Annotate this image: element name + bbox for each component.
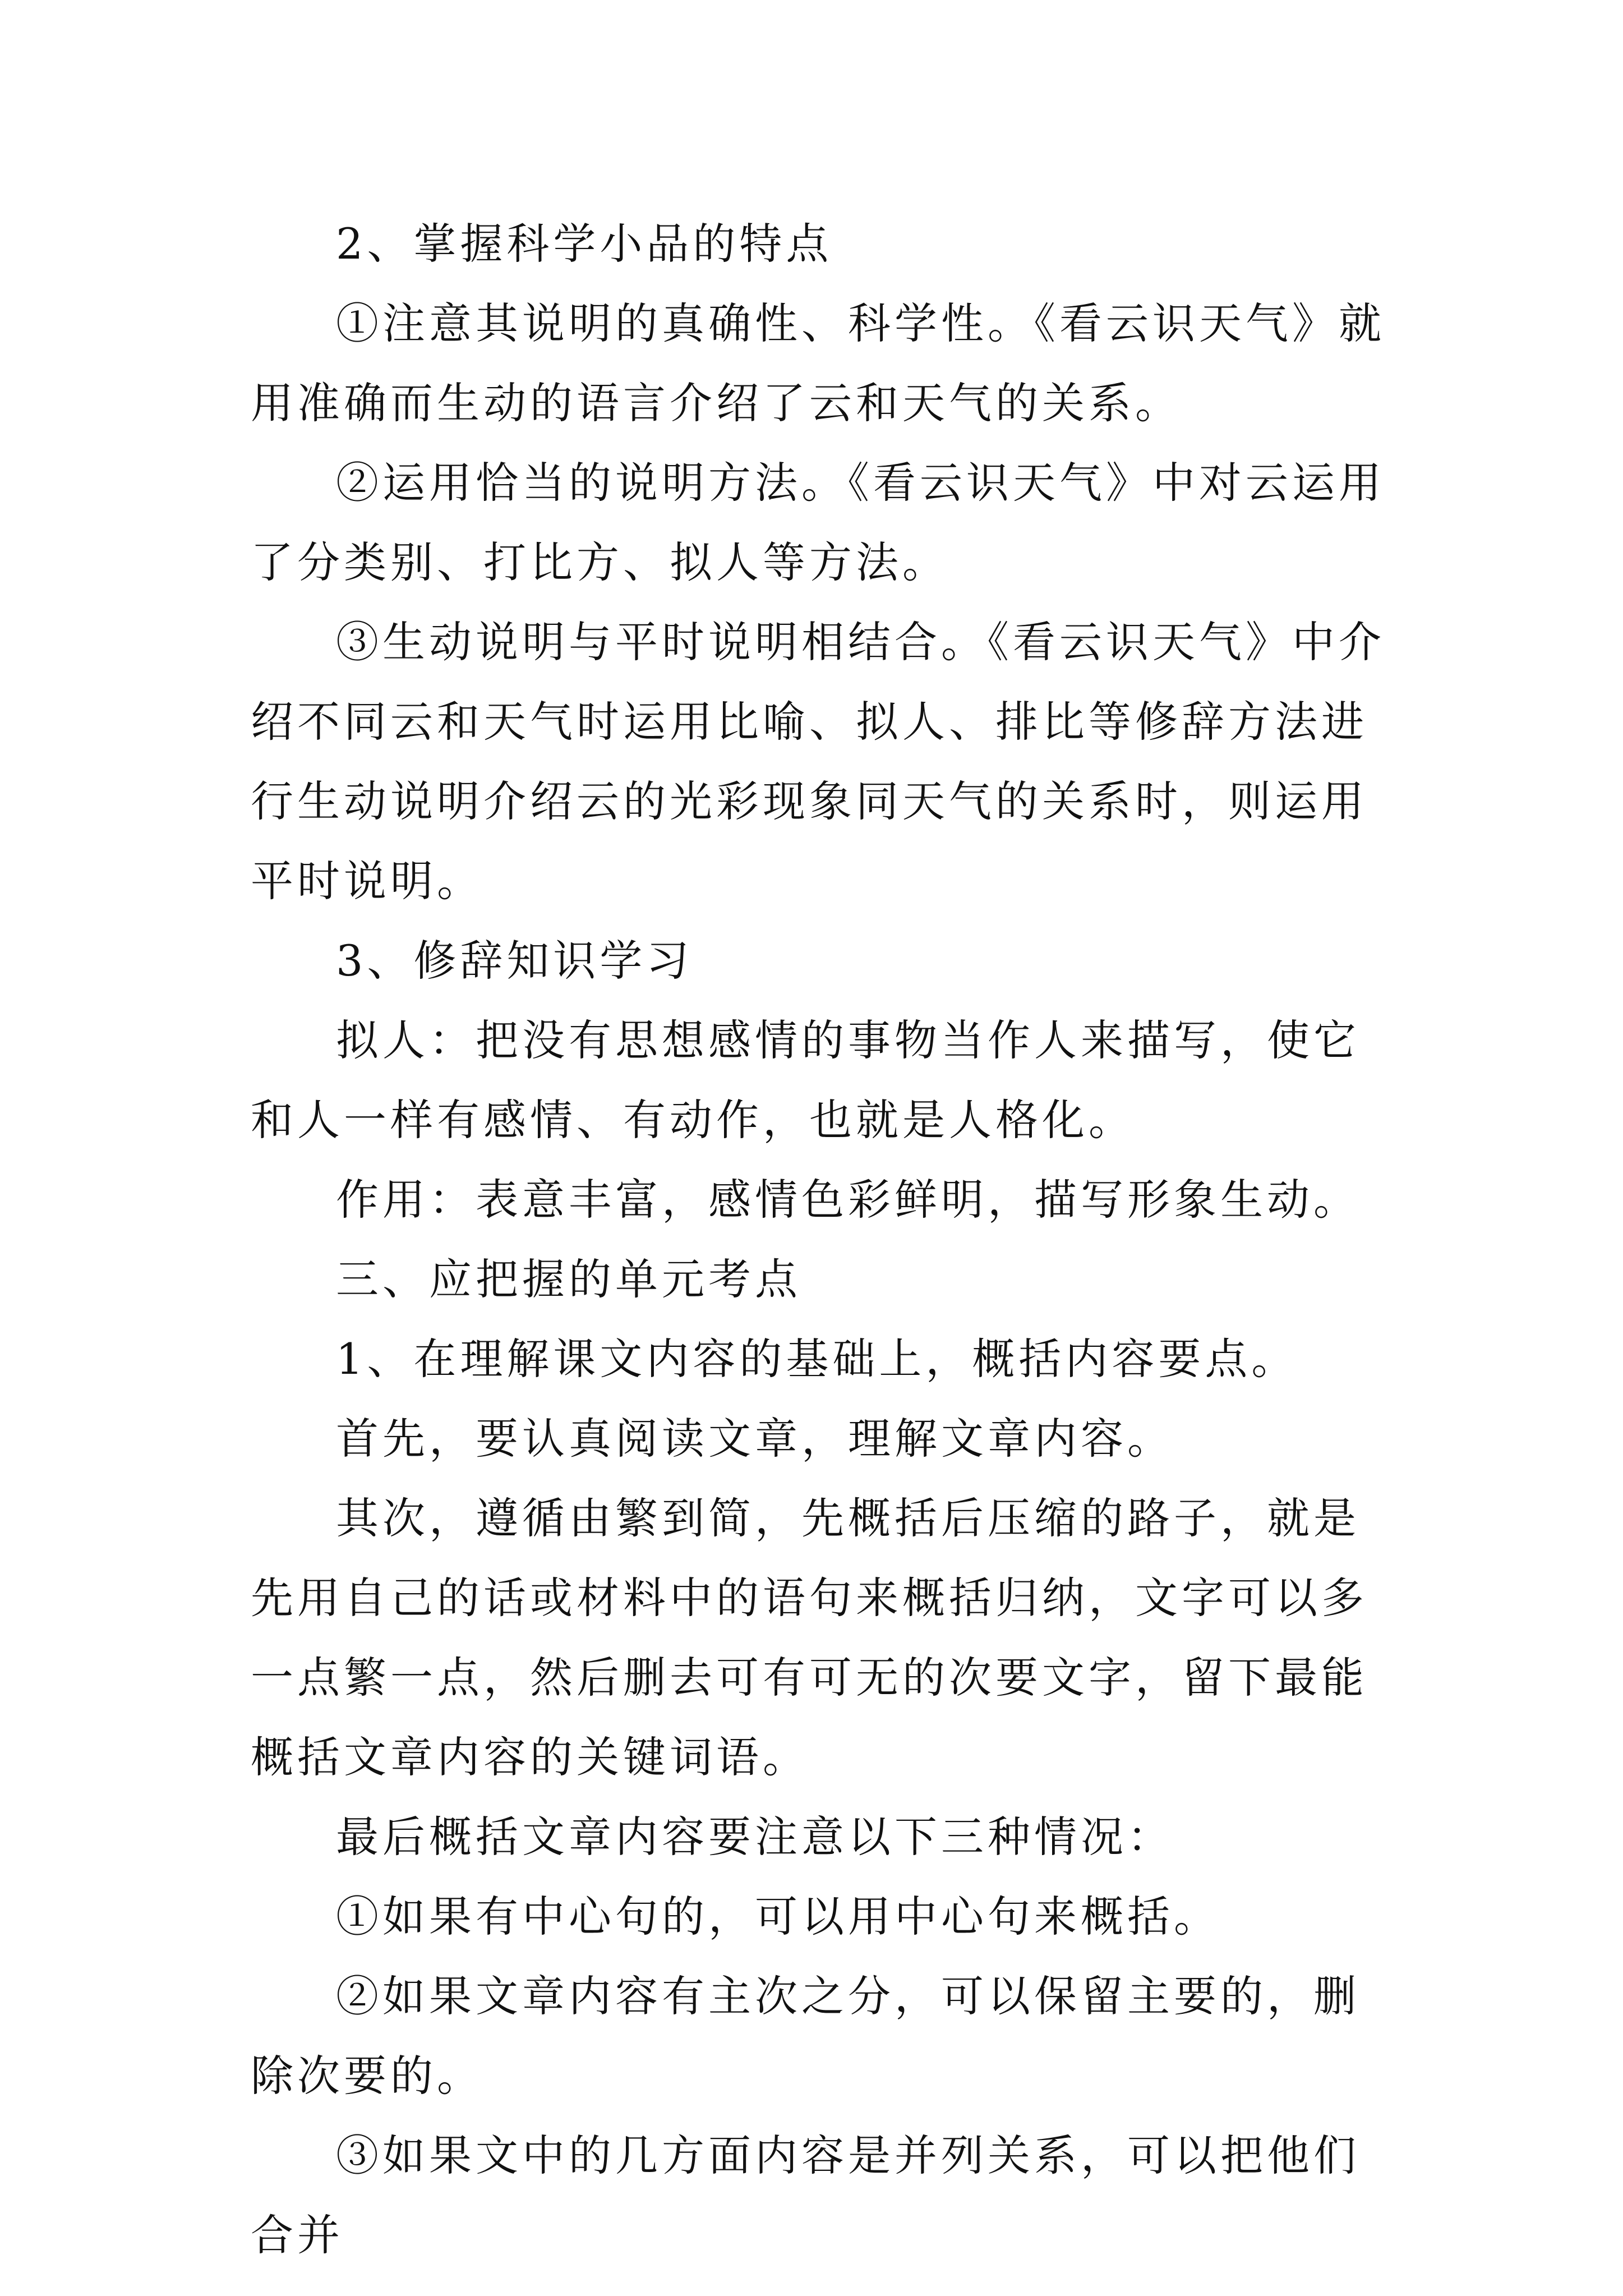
document-body bbox=[251, 204, 1400, 2275]
heading-science-essay-features: 2、掌握科学小品的特点 bbox=[336, 219, 833, 269]
paragraph-case-parallel-content: ③如果文中的几方面内容是并列关系，可以把他们合并 bbox=[251, 2131, 1360, 2260]
paragraph-summarize-main-points: 1、在理解课文内容的基础上，概括内容要点。 bbox=[336, 1334, 1298, 1384]
paragraph-case-central-sentence: ①如果有中心句的，可以用中心句来概括。 bbox=[336, 1892, 1220, 1941]
paragraph-methods: ②运用恰当的说明方法。《看云识天气》中对云运用了分类别、打比方、拟人等方法。 bbox=[251, 458, 1385, 587]
heading-unit-key-points: 三、应把握的单元考点 bbox=[336, 1254, 801, 1304]
paragraph-accuracy: ①注意其说明的真确性、科学性。《看云识天气》就用准确而生动的语言介绍了云和天气的关系。 bbox=[251, 298, 1385, 428]
paragraph-second-step: 其次，遵循由繁到简，先概括后压缩的路子，就是先用自己的话或材料中的语句来概括归纳，文字可以多一点繁一点，然后删去可有可无的次要文字，留下最能概括文章内容的关键词语。 bbox=[251, 1493, 1368, 1782]
paragraph-first-step: 首先，要认真阅读文章，理解文章内容。 bbox=[336, 1414, 1174, 1464]
paragraph-personification-effect: 作用：表意丰富，感情色彩鲜明，描写形象生动。 bbox=[336, 1175, 1360, 1225]
paragraph-final-step: 最后概括文章内容要注意以下三种情况： bbox=[336, 1812, 1174, 1862]
paragraph-personification-definition: 拟人：把没有思想感情的事物当作人来描写，使它和人一样有感情、有动作，也就是人格化。 bbox=[251, 1015, 1360, 1145]
paragraph-vivid-and-plain-explanation: ③生动说明与平时说明相结合。《看云识天气》中介绍不同云和天气时运用比喻、拟人、排比等修辞方法进行生动说明介绍云的光彩现象同天气的关系时，则运用平时说明。 bbox=[251, 617, 1385, 906]
heading-rhetoric-study: 3、修辞知识学习 bbox=[336, 936, 693, 986]
paragraph-case-primary-secondary: ②如果文章内容有主次之分，可以保留主要的，删除次要的。 bbox=[251, 1971, 1360, 2101]
